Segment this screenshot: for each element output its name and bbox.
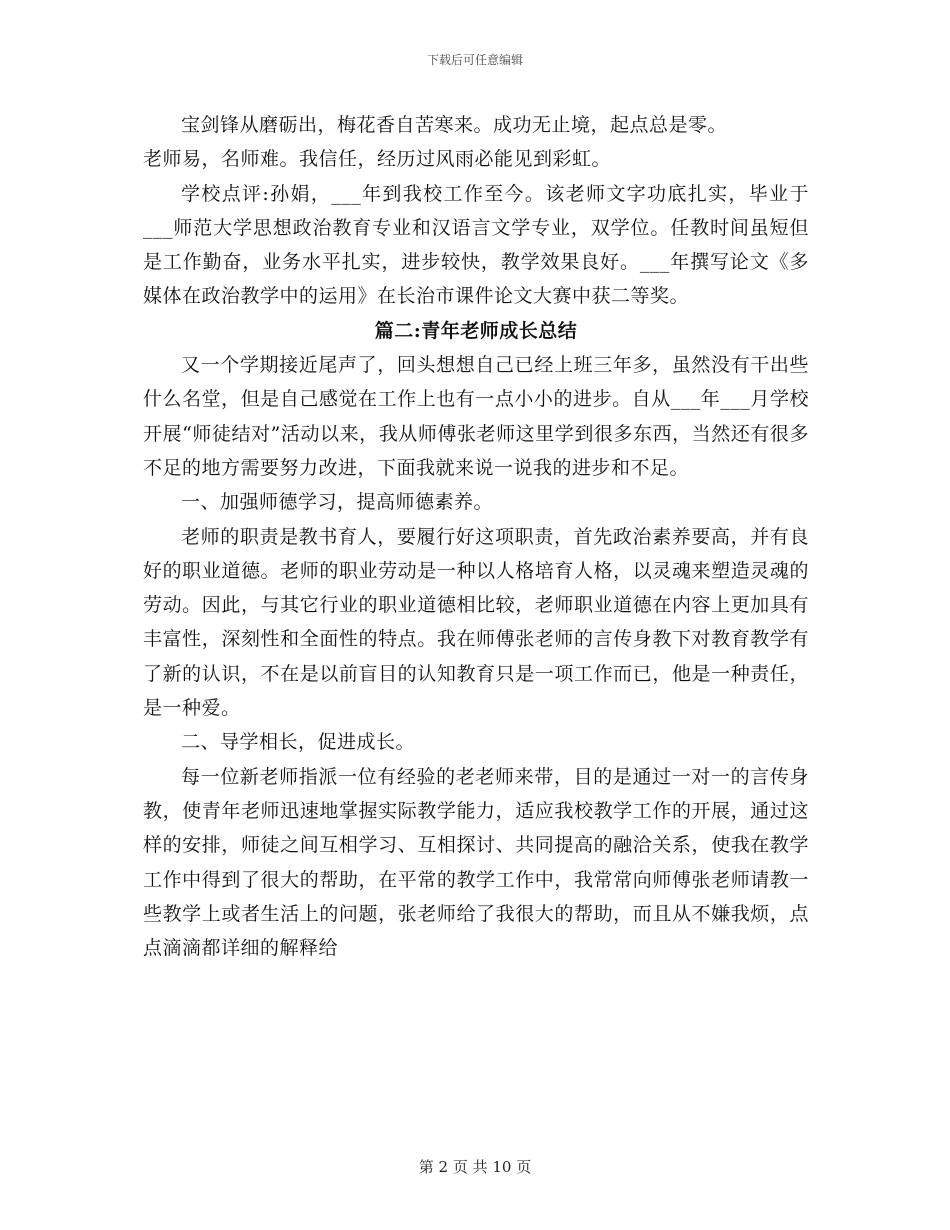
page-footer-number: 第 2 页 共 10 页 [418, 1158, 532, 1176]
paragraph: 学校点评:孙娟，___年到我校工作至今。该老师文字功底扎实，毕业于___师范大学思想政治教育专业和汉语言文学专业，双学位。任教时间虽短但是工作勤奋，业务水平扎实，进步较快，教学效果良好。___年撰写论文《多媒体在政治教学中的运用》在长治市课件论文大赛中获二等奖。 [143, 182, 809, 308]
paragraph: 二、导学相长，促进成长。 [181, 731, 416, 754]
paragraph: 每一位新老师指派一位有经验的老老师来带，目的是通过一对一的言传身教，使青年老师迅速地掌握实际教学能力，适应我校教学工作的开展，通过这样的安排，师徒之间互相学习、互相探讨、共同提高的融洽关系，使我在教学工作中得到了很大的帮助，在平常的教学工作中，我常常向师傅张老师请教一些教学上或者生活上的问题，张老师给了我很大的帮助，而且从不嫌我烦，点点滴滴都详细的解释给 [143, 765, 809, 960]
page-header-note: 下载后可任意编辑 [426, 53, 523, 67]
paragraph: 宝剑锋从磨砺出，梅花香自苦寒来。成功无止境，起点总是零。 [181, 114, 728, 136]
section-title: 篇二:青年老师成长总结 [374, 319, 578, 342]
document-body [143, 108, 809, 965]
paragraph: 老师的职责是教书育人，要履行好这项职责，首先政治素养要高，并有良好的职业道德。老师的职业劳动是一种以人格培育人格，以灵魂来塑造灵魂的劳动。因此，与其它行业的职业道德相比较，老师职业道德在内容上更加具有丰富性，深刻性和全面性的特点。我在师傅张老师的言传身教下对教育教学有了新的认识，不在是以前盲目的认知教育只是一项工作而已，他是一种责任，是一种爱。 [143, 525, 809, 720]
paragraph: 一、加强师德学习，提高师德素养。 [181, 491, 494, 514]
paragraph: 又一个学期接近尾声了，回头想想自己已经上班三年多，虽然没有干出些什么名堂，但是自己感觉在工作上也有一点小小的进步。自从___年___月学校开展“师徒结对”活动以来，我从师傅张老师这里学到很多东西，当然还有很多不足的地方需要努力改进，下面我就来说一说我的进步和不足。 [143, 354, 809, 479]
paragraph: 老师易，名师难。我信任，经历过风雨必能见到彩虹。 [143, 148, 612, 171]
